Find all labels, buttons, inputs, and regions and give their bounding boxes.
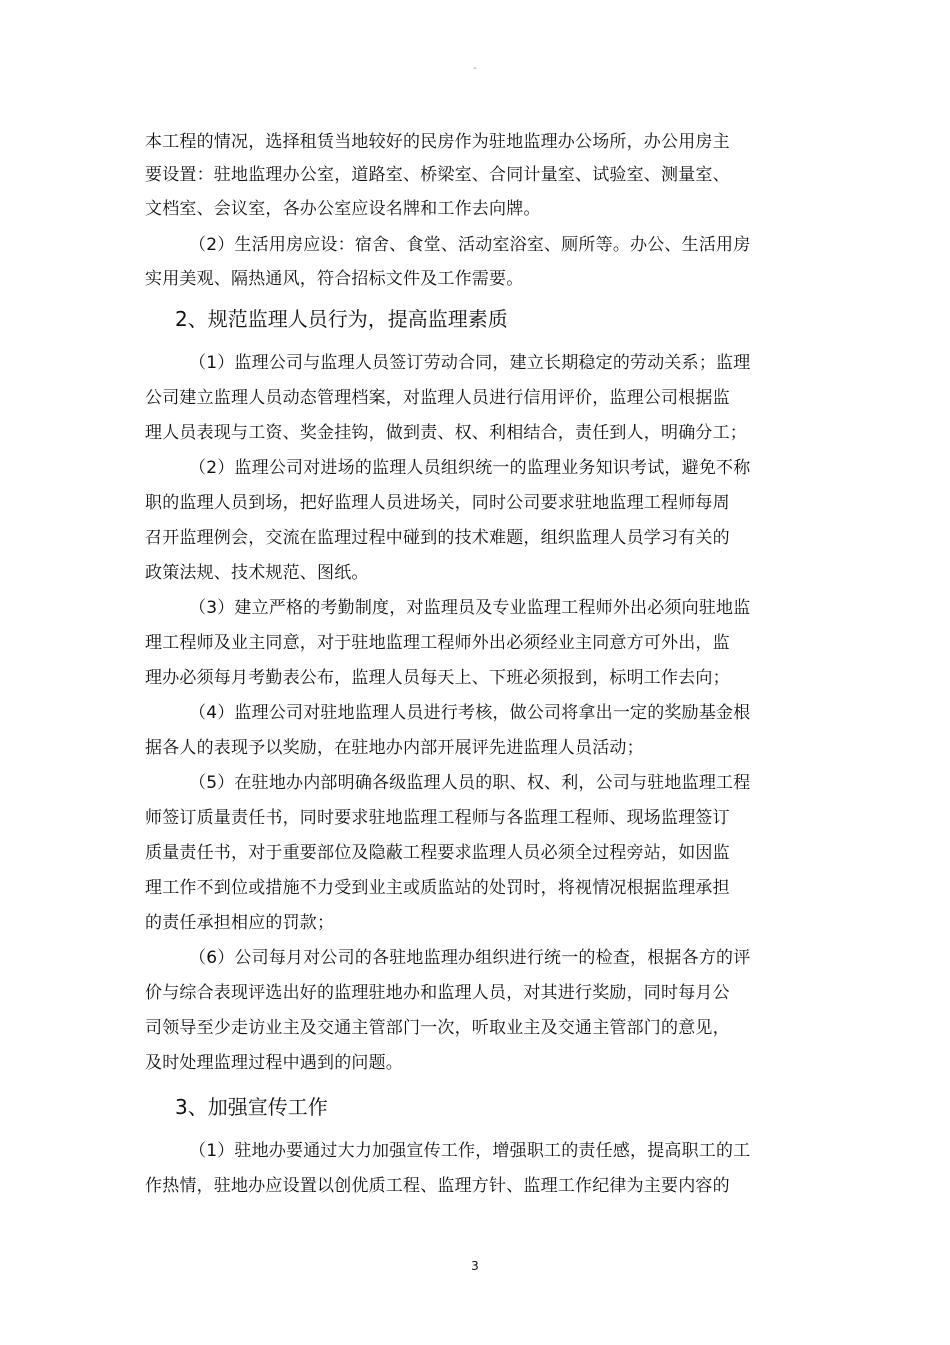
text-line: 理办必须每月考勤表公布，监理人员每天上、下班必须报到，标明工作去向； (145, 668, 730, 688)
text-line: 的责任承担相应的罚款； (145, 913, 335, 933)
section-heading: 3、加强宣传工作 (175, 1095, 328, 1119)
text-line: （3）建立严格的考勤制度，对监理员及专业监理工程师外出必须向驻地监 (189, 598, 751, 618)
text-line: （2）生活用房应设：宿舍、食堂、活动室浴室、厕所等。办公、生活用房 (189, 235, 751, 255)
text-line: 文档室、会议室，各办公室应设名牌和工作去向牌。 (145, 199, 541, 219)
text-line: 职的监理人员到场，把好监理人员进场关，同时公司要求驻地监理工程师每周 (145, 493, 730, 513)
text-line: （1）驻地办要通过大力加强宣传工作，增强职工的责任感，提高职工的工 (189, 1141, 751, 1161)
page-number: 3 (471, 1259, 479, 1273)
text-line: 理人员表现与工资、奖金挂钩，做到责、权、利相结合，责任到人，明确分工； (145, 423, 747, 443)
text-line: 质量责任书，对于重要部位及隐蔽工程要求监理人员必须全过程旁站，如因监 (145, 843, 730, 863)
text-line: （4）监理公司对驻地监理人员进行考核，做公司将拿出一定的奖励基金根 (189, 703, 751, 723)
text-line: 实用美观、隔热通风，符合招标文件及工作需要。 (145, 269, 524, 289)
text-line: 据各人的表现予以奖励，在驻地办内部开展评先进监理人员活动； (145, 738, 644, 758)
text-line: 理工程师及业主同意，对于驻地监理工程师外出必须经业主同意方可外出，监 (145, 633, 730, 653)
text-line: 公司建立监理人员动态管理档案，对监理人员进行信用评价，监理公司根据监 (145, 388, 730, 408)
text-line: （5）在驻地办内部明确各级监理人员的职、权、利，公司与驻地监理工程 (189, 773, 751, 793)
text-line: 召开监理例会，交流在监理过程中碰到的技术难题，组织监理人员学习有关的 (145, 528, 730, 548)
text-line: 理工作不到位或措施不力受到业主或质监站的处罚时，将视情况根据监理承担 (145, 878, 730, 898)
text-line: 政策法规、技术规范、图纸。 (145, 563, 369, 583)
header-mark: - (473, 63, 477, 74)
section-heading: 2、规范监理人员行为，提高监理素质 (175, 307, 508, 331)
text-line: 作热情，驻地办应设置以创优质工程、监理方针、监理工作纪律为主要内容的 (145, 1176, 730, 1196)
text-line: 价与综合表现评选出好的监理驻地办和监理人员，对其进行奖励，同时每月公 (145, 983, 730, 1003)
text-line: 师签订质量责任书，同时要求驻地监理工程师与各监理工程师、现场监理签订 (145, 808, 730, 828)
text-line: （2）监理公司对进场的监理人员组织统一的监理业务知识考试，避免不称 (189, 458, 751, 478)
text-line: （6）公司每月对公司的各驻地监理办组织进行统一的检查，根据各方的评 (189, 948, 751, 968)
text-line: 本工程的情况，选择租赁当地较好的民房作为驻地监理办公场所，办公用房主 (145, 132, 730, 152)
text-line: 要设置：驻地监理办公室，道路室、桥梁室、合同计量室、试验室、测量室、 (145, 165, 730, 185)
text-line: 及时处理监理过程中遇到的问题。 (145, 1053, 403, 1073)
text-line: 司领导至少走访业主及交通主管部门一次，听取业主及交通主管部门的意见， (145, 1018, 730, 1038)
text-line: （1）监理公司与监理人员签订劳动合同，建立长期稳定的劳动关系；监理 (189, 353, 751, 373)
